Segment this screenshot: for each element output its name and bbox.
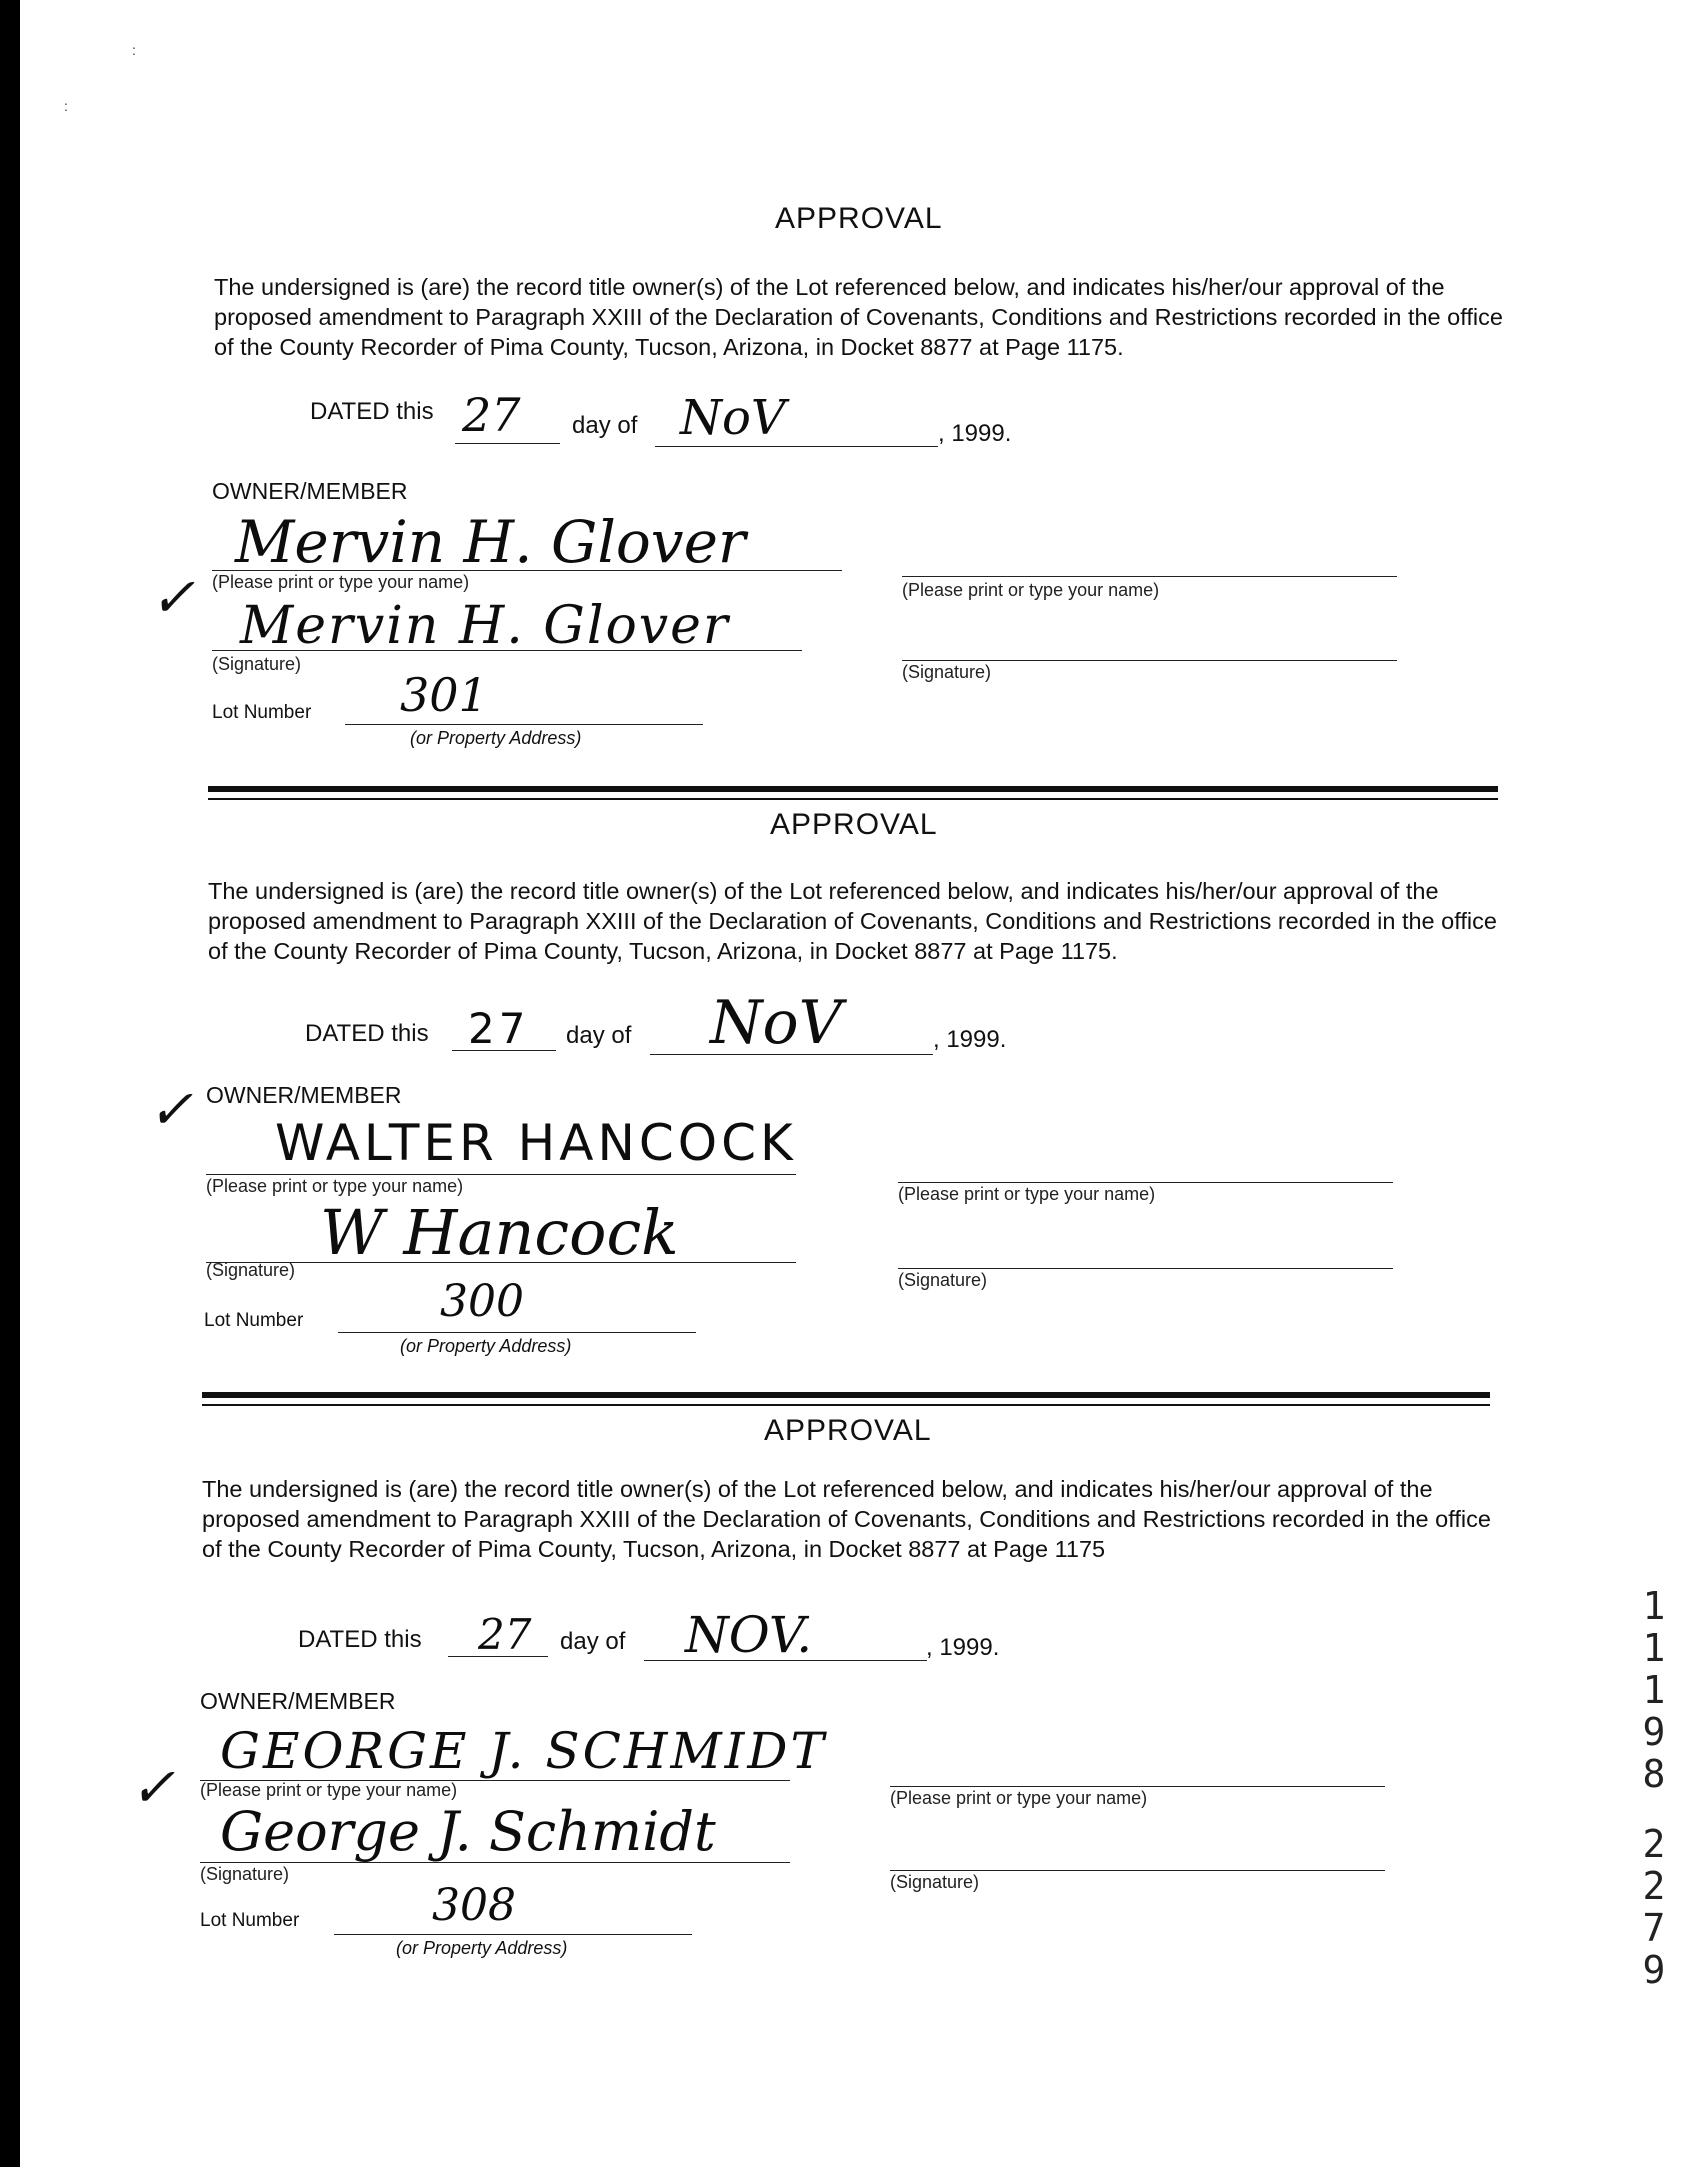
lot-number-handwritten: 301 [400,668,488,722]
approval-title: APPROVAL [775,202,943,235]
property-address-label: (or Property Address) [410,728,582,748]
printed-name-line [206,1174,796,1175]
property-address-label: (or Property Address) [396,1938,568,1958]
approval-body: The undersigned is (are) the record title owner(s) of the Lot referenced below, and indicates his/her/our approval of the proposed amendment to Paragraph XXIII of the Declaration of Covenants, Conditions and Restrictions recorded in the office of the County Recorder of Pima County, Tucson, Arizona, in Docket 8877 at Page 1175. [214,274,1503,360]
month-line [655,446,938,447]
lot-number-line [338,1332,696,1333]
approval-title: APPROVAL [764,1414,932,1447]
day-handwritten: 27 [468,1004,530,1053]
co-owner-print-label: (Please print or type your name) [890,1788,1148,1808]
stamp-digit: 1 [1642,1584,1666,1628]
co-owner-name-line [902,576,1397,577]
signature-label: (Signature) [212,654,302,674]
signature-line [212,650,802,651]
lot-number-label: Lot Number [204,1310,304,1331]
lot-number-handwritten: 308 [432,1880,516,1931]
day-of-label: day of [572,412,638,439]
signature-label: (Signature) [200,1864,290,1884]
month-handwritten: NoV [680,390,786,446]
co-owner-signature-label: (Signature) [902,662,992,682]
stamp-digit: 8 [1642,1752,1666,1796]
lot-number-label: Lot Number [200,1910,300,1931]
co-owner-signature-line [902,660,1397,661]
signature-handwritten: Mervin H. Glover [240,596,730,656]
stamp-digit: 9 [1642,1948,1666,1992]
month-handwritten: NoV [710,988,842,1058]
owner-member-label: OWNER/MEMBER [206,1082,402,1108]
year-label: , 1999. [938,420,1012,447]
stamp-digit: 7 [1642,1906,1666,1950]
signature-handwritten: W Hancock [320,1196,679,1269]
stamp-gap [1636,1795,1672,1823]
approval-title: APPROVAL [770,808,938,841]
property-address-label: (or Property Address) [400,1336,572,1356]
signature-label: (Signature) [206,1260,296,1280]
signature-handwritten: George J. Schmidt [220,1800,716,1863]
lot-number-line [345,724,703,725]
day-line [455,443,560,444]
scan-speck: : [132,42,136,58]
print-name-label: (Please print or type your name) [212,572,470,592]
co-owner-name-line [898,1182,1393,1183]
dated-prefix: DATED this [305,1020,429,1047]
day-handwritten: 27 [478,1610,532,1659]
check-mark: ✓ [148,1078,194,1141]
owner-member-label: OWNER/MEMBER [200,1688,396,1714]
dated-row [310,398,434,426]
dated-prefix: DATED this [298,1626,422,1653]
stamp-digit: 2 [1642,1864,1666,1908]
year-label: , 1999. [926,1634,1000,1661]
check-mark: ✓ [150,566,196,629]
owner-member-label: OWNER/MEMBER [212,478,408,504]
lot-number-handwritten: 300 [440,1276,524,1327]
signature-line [200,1862,790,1863]
printed-name-handwritten: Mervin H. Glover [235,508,746,576]
day-of-label: day of [560,1628,626,1655]
co-owner-signature-label: (Signature) [898,1270,988,1290]
section-separator-thin [208,798,1498,800]
lot-number-label: Lot Number [212,702,312,723]
day-of-label: day of [566,1022,632,1049]
section-separator-thin [202,1404,1490,1406]
lot-number-line [334,1934,692,1935]
scan-speck: : [64,98,68,114]
side-stamp-number [1636,1585,1672,1991]
co-owner-name-line [890,1786,1385,1787]
printed-name-handwritten: WALTER HANCOCK [275,1114,797,1172]
co-owner-signature-line [898,1268,1393,1269]
stamp-digit: 2 [1642,1822,1666,1866]
co-owner-print-label: (Please print or type your name) [902,580,1160,600]
print-name-label: (Please print or type your name) [206,1176,464,1196]
scan-edge [0,0,20,2167]
section-separator [202,1392,1490,1398]
dated-prefix: DATED this [310,398,434,425]
approval-body: The undersigned is (are) the record title owner(s) of the Lot referenced below, and indicates his/her/our approval of the proposed amendment to Paragraph XXIII of the Declaration of Covenants, Conditions and Restrictions recorded in the office of the County Recorder of Pima County, Tucson, Arizona, in Docket 8877 at Page 1175. [208,878,1497,964]
co-owner-signature-label: (Signature) [890,1872,980,1892]
section-separator [208,786,1498,792]
printed-name-line [212,570,842,571]
print-name-label: (Please print or type your name) [200,1780,458,1800]
stamp-digit: 1 [1642,1626,1666,1670]
approval-body: The undersigned is (are) the record title owner(s) of the Lot referenced below, and indicates his/her/our approval of the proposed amendment to Paragraph XXIII of the Declaration of Covenants, Conditions and Restrictions recorded in the office of the County Recorder of Pima County, Tucson, Arizona, in Docket 8877 at Page 1175 [202,1476,1491,1562]
printed-name-handwritten: GEORGE J. SCHMIDT [220,1722,827,1780]
day-handwritten: 27 [462,388,521,442]
co-owner-print-label: (Please print or type your name) [898,1184,1156,1204]
co-owner-signature-line [890,1870,1385,1871]
month-handwritten: NOV. [685,1606,813,1664]
year-label: , 1999. [933,1026,1007,1053]
stamp-digit: 1 [1642,1668,1666,1712]
stamp-digit: 9 [1642,1710,1666,1754]
check-mark: ✓ [130,1756,176,1819]
